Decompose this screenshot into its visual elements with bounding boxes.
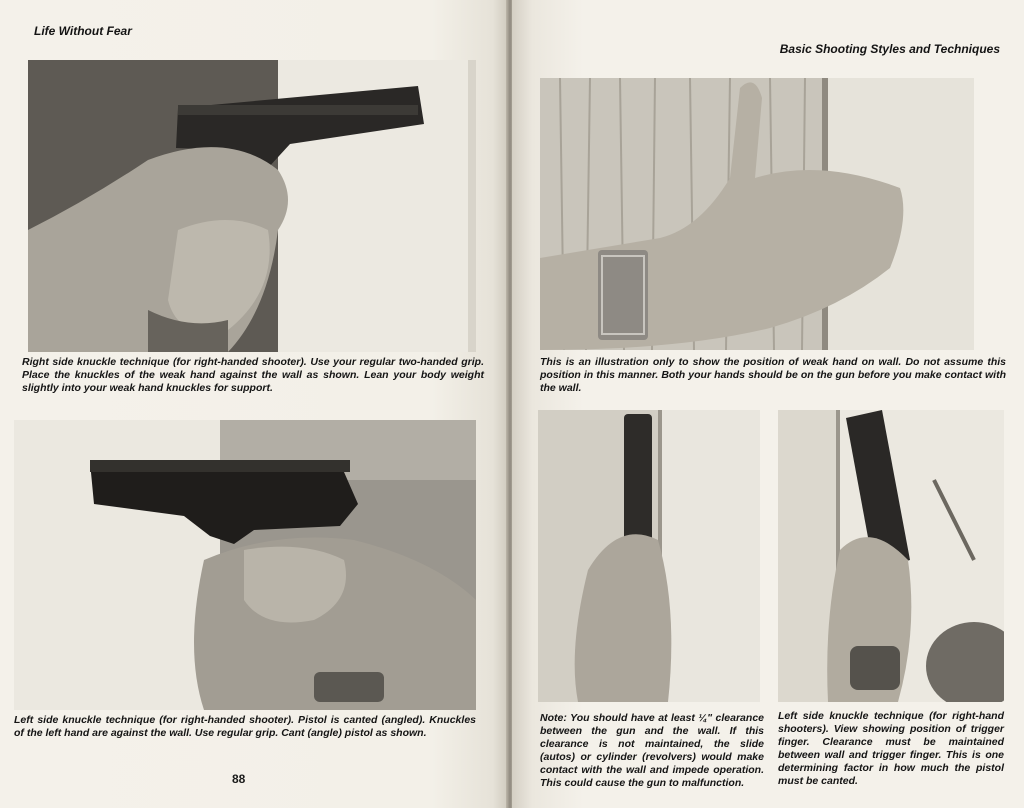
page-number: 88 bbox=[232, 772, 246, 786]
photo-left-side-knuckle bbox=[14, 420, 476, 710]
photo-right-side-knuckle bbox=[28, 60, 476, 352]
caption-clearance-note: Note: You should have at least ¼" clearance between the gun and the wall. If this clearance is not maintained, the slide (autos) or cylinder (revolvers) would make contact with the wall and impede operation. This could cause the gun to malfunction. bbox=[540, 712, 764, 789]
photo-trigger-finger-view bbox=[778, 410, 1004, 702]
left-page bbox=[0, 0, 508, 808]
caption-left-side-knuckle: Left side knuckle technique (for right-handed shooter). Pistol is canted (angled). Knuckles of the left hand are against the wall. Use regular grip. Cant (angle) pistol as shown. bbox=[14, 714, 476, 739]
left-running-head: Life Without Fear bbox=[34, 24, 132, 38]
caption-weak-hand-on-wall: This is an illustration only to show the position of weak hand on wall. Do not assume this position in this manner. Both your hands should be on the gun before you make contact with the wall. bbox=[540, 356, 1006, 394]
caption-trigger-finger: Left side knuckle technique (for right-hand shooters). View showing position of trigger finger. Clearance must be maintained between wall and trigger finger. This is one determining factor in how much the pistol must be canted. bbox=[778, 710, 1004, 787]
caption-right-side-knuckle: Right side knuckle technique (for right-handed shooter). Use your regular two-handed grip. Place the knuckles of the weak hand against the wall as shown. Lean your body weight slightly into your weak hand knuckles for support. bbox=[22, 356, 484, 394]
photo-weak-hand-on-wall bbox=[540, 78, 974, 350]
photo-clearance-view bbox=[538, 410, 760, 702]
right-page bbox=[512, 0, 1024, 808]
right-running-head: Basic Shooting Styles and Techniques bbox=[779, 42, 1000, 56]
